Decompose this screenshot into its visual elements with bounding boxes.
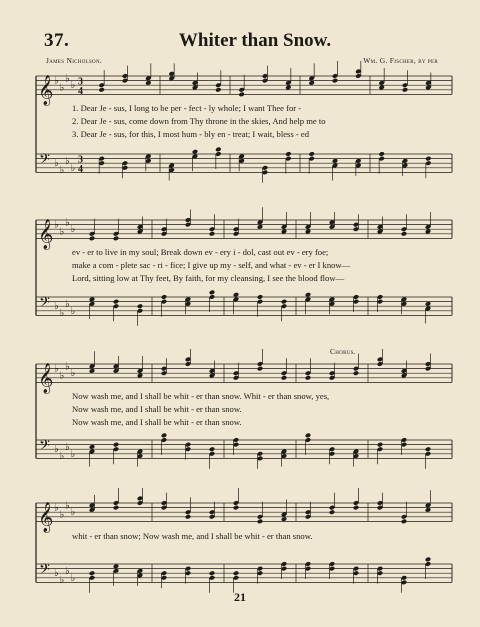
- flat-sign: ♭: [54, 219, 59, 231]
- note-head: [402, 87, 408, 93]
- page-number: 21: [234, 590, 246, 604]
- bass-clef-icon: 𝄢: [39, 561, 50, 582]
- note-head: [329, 509, 335, 515]
- hymn-number: 37.: [44, 30, 70, 51]
- note-head: [285, 151, 291, 157]
- flat-sign: ♭: [59, 82, 65, 94]
- time-signature-digit: 4: [78, 163, 83, 175]
- lyric-line: 2. Dear Je - sus, come down from Thy throne in the skies, And help me to: [72, 116, 326, 126]
- flat-sign: ♭: [65, 155, 70, 167]
- lyric-line: 3. Dear Je - sus, for this, I most hum - bly en - treat; I wait, bless - ed: [72, 129, 309, 139]
- bass-clef-icon: 𝄢: [39, 437, 50, 458]
- flat-sign: ♭: [59, 370, 65, 382]
- note-head: [281, 375, 287, 381]
- note-head: [233, 570, 239, 576]
- bass-clef-icon: 𝄢: [39, 294, 50, 315]
- flat-sign: ♭: [59, 226, 65, 238]
- note-head: [89, 236, 95, 242]
- treble-clef-icon: 𝄞: [38, 363, 54, 394]
- flat-sign: ♭: [65, 361, 70, 373]
- note-head: [209, 446, 215, 452]
- flat-sign: ♭: [59, 165, 65, 177]
- flat-sign: ♭: [70, 368, 76, 380]
- hymn-title: Whiter than Snow.: [178, 30, 332, 51]
- note-head: [113, 299, 119, 305]
- note-head: [305, 375, 311, 381]
- note-head: [425, 446, 431, 452]
- lyric-line: 1. Dear Je - sus, I long to be per - fect - ly whole; I want Thee for -: [72, 103, 302, 113]
- note-head: [401, 231, 407, 237]
- flat-sign: ♭: [59, 451, 65, 463]
- note-head: [425, 156, 431, 162]
- note-head: [378, 151, 384, 157]
- flat-sign: ♭: [70, 224, 76, 236]
- note-head: [305, 433, 311, 439]
- time-signature-digit: 4: [78, 85, 83, 97]
- bass-clef-icon: 𝄢: [39, 151, 50, 172]
- lyric-line: ev - er to live in my soul; Break down ev - ery i - dol, cast out ev - ery foe;: [72, 247, 329, 257]
- note-head: [281, 299, 287, 305]
- flat-sign: ♭: [70, 572, 76, 584]
- flat-sign: ♭: [70, 162, 76, 174]
- note-head: [233, 505, 239, 511]
- note-head: [113, 236, 119, 242]
- treble-clef-icon: 𝄞: [38, 502, 54, 533]
- flat-sign: ♭: [54, 363, 59, 375]
- note-head: [377, 442, 383, 448]
- flat-sign: ♭: [54, 568, 59, 580]
- note-head: [161, 294, 167, 300]
- lyric-line: make a com - plete sac - ri - fice; I give up my - self, and what - ev - er I know—: [72, 260, 351, 270]
- flat-sign: ♭: [65, 217, 70, 229]
- flat-sign: ♭: [54, 502, 59, 514]
- lyricist-credit: James Nicholson.: [46, 56, 103, 65]
- note-head: [215, 147, 221, 153]
- note-head: [98, 87, 104, 93]
- flat-sign: ♭: [65, 73, 70, 85]
- note-head: [209, 290, 215, 296]
- note-head: [113, 505, 119, 511]
- note-head: [257, 294, 263, 300]
- note-head: [89, 570, 95, 576]
- note-head: [257, 519, 263, 525]
- lyric-line: Lord, sitting low at Thy feet, By faith, for my cleansing, I see the blood flow—: [72, 273, 345, 283]
- lyric-line: Now wash me, and I shall be whit - er than snow.: [72, 417, 242, 427]
- time-signature-digit: 3: [78, 76, 83, 88]
- flat-sign: ♭: [59, 509, 65, 521]
- flat-sign: ♭: [70, 507, 76, 519]
- flat-sign: ♭: [54, 158, 59, 170]
- treble-clef-icon: 𝄞: [38, 219, 54, 250]
- flat-sign: ♭: [70, 448, 76, 460]
- note-head: [332, 78, 338, 84]
- note-head: [257, 366, 263, 372]
- note-head: [353, 370, 359, 376]
- note-head: [308, 151, 314, 157]
- flat-sign: ♭: [54, 75, 59, 87]
- note-head: [401, 519, 407, 525]
- note-head: [185, 514, 191, 520]
- flat-sign: ♭: [65, 565, 70, 577]
- flat-sign: ♭: [59, 308, 65, 320]
- note-head: [209, 570, 215, 576]
- flat-sign: ♭: [65, 441, 70, 453]
- flat-sign: ♭: [54, 301, 59, 313]
- flat-sign: ♭: [54, 444, 59, 456]
- flat-sign: ♭: [65, 500, 70, 512]
- note-head: [161, 433, 167, 439]
- note-head: [425, 557, 431, 563]
- flat-sign: ♭: [59, 575, 65, 587]
- note-head: [238, 92, 244, 98]
- composer-credit: Wm. G. Fischer, by per: [363, 56, 438, 65]
- note-head: [215, 87, 221, 93]
- lyric-line: Now wash me, and I shall be whit - er than snow.: [72, 404, 242, 414]
- flat-sign: ♭: [70, 305, 76, 317]
- treble-clef-icon: 𝄞: [38, 75, 54, 106]
- lyric-line: whit - er than snow; Now wash me, and I shall be whit - er than snow.: [72, 531, 313, 541]
- flat-sign: ♭: [70, 80, 76, 92]
- lyric-line: Now wash me, and I shall be whit - er than snow. Whit - er than snow, yes,: [72, 391, 330, 401]
- chorus-label: Chorus.: [330, 347, 356, 356]
- note-head: [353, 505, 359, 511]
- flat-sign: ♭: [65, 298, 70, 310]
- note-head: [137, 303, 143, 309]
- note-head: [209, 231, 215, 237]
- note-head: [113, 442, 119, 448]
- time-signature-digit: 3: [78, 154, 83, 166]
